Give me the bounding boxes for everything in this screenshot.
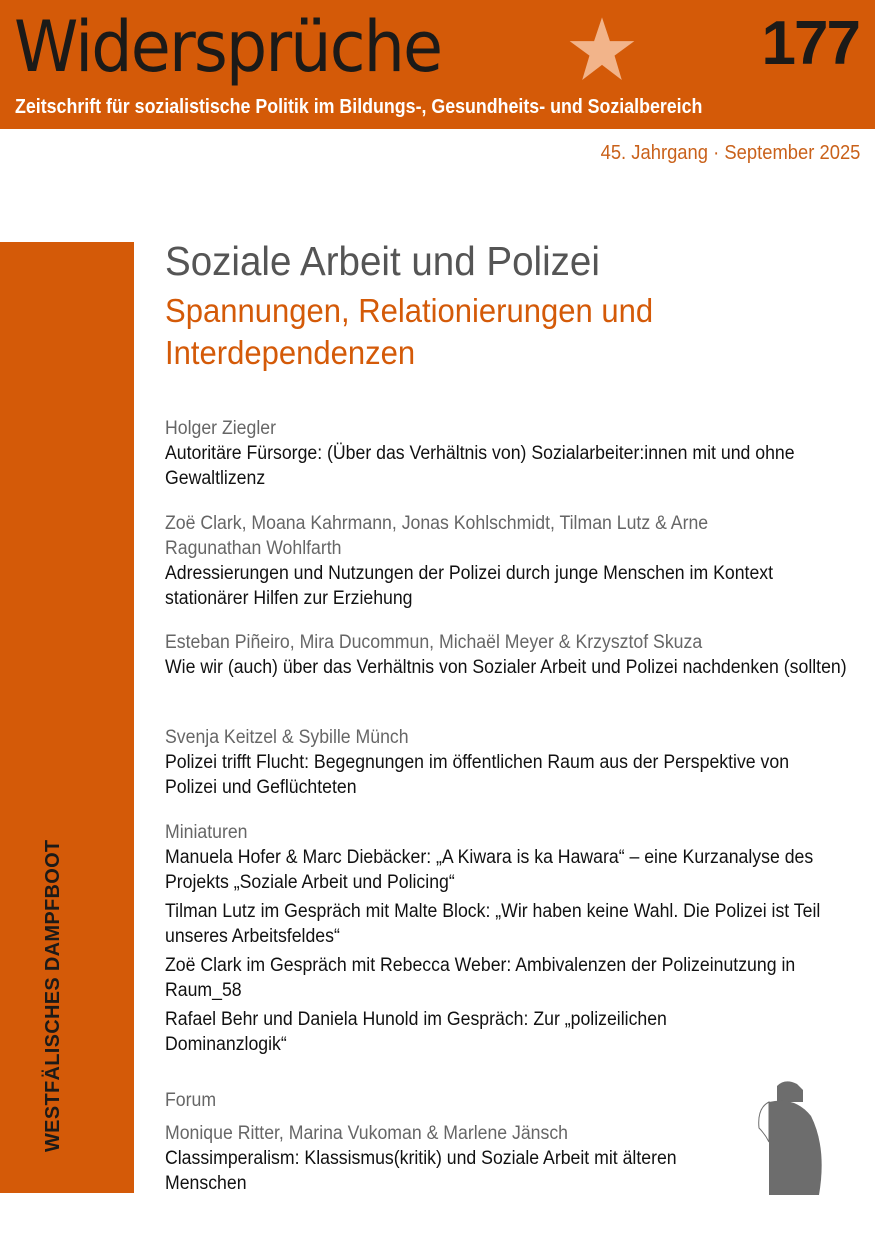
article-title: Wie wir (auch) über das Verhältnis von Sozialer Arbeit und Polizei nachdenken (sollten) <box>165 657 847 678</box>
article-authors: Zoë Clark, Moana Kahrmann, Jonas Kohlschmidt, Tilman Lutz & Arne Ragunathan Wohlfarth <box>165 513 709 559</box>
article-authors: Holger Ziegler <box>165 418 276 439</box>
article-authors: Svenja Keitzel & Sybille Münch <box>165 727 409 748</box>
section-heading: Miniaturen <box>165 822 248 843</box>
masthead-bar <box>0 0 875 129</box>
miniatur-item: Zoë Clark im Gespräch mit Rebecca Weber: Ambivalenzen der Polizeinutzung in Raum_58 <box>165 955 796 1001</box>
article-title: Autoritäre Fürsorge: (Über das Verhältnis von) Sozialarbeiter:innen mit und ohne Gewaltlizenz <box>165 443 795 489</box>
magazine-subtitle: Zeitschrift für sozialistische Politik im Bildungs-, Gesundheits- und Sozialbereich <box>15 96 703 118</box>
article-authors: Esteban Piñeiro, Mira Ducommun, Michaël Meyer & Krzysztof Skuza <box>165 632 703 653</box>
article-title: Polizei trifft Flucht: Begegnungen im öffentlichen Raum aus der Perspektive von Polizei und Geflüchteten <box>165 752 790 798</box>
issue-number: 177 <box>761 9 859 78</box>
article-title: Adressierungen und Nutzungen der Polizei durch junge Menschen im Kontext stationärer Hilfen zur Erziehung <box>165 563 774 609</box>
article-title: Classimperalism: Klassismus(kritik) und Soziale Arbeit mit älteren Menschen <box>165 1148 677 1194</box>
issue-theme-title: Soziale Arbeit und Polizei <box>165 238 600 284</box>
miniaturen-section <box>165 820 835 1057</box>
star-icon <box>569 16 635 82</box>
section-heading: Forum <box>165 1090 217 1111</box>
issue-theme-subtitle: Spannungen, Relationierungen und Interdependenzen <box>165 292 654 371</box>
article <box>165 416 816 491</box>
miniatur-item: Tilman Lutz im Gespräch mit Malte Block: „Wir haben keine Wahl. Die Polizei ist Teil unseres Arbeitsfeldes“ <box>165 901 821 947</box>
date-line: 45. Jahrgang · September 2025 <box>600 142 860 164</box>
miniatur-item: Rafael Behr und Daniela Hunold im Gespräch: Zur „polizeilichen Dominanzlogik“ <box>165 1009 667 1055</box>
forum-section <box>165 1088 686 1196</box>
publisher-name: WESTFÄLISCHES DAMPFBOOT <box>42 839 64 1152</box>
side-bar <box>0 242 134 1193</box>
article <box>165 725 844 800</box>
miniatur-item: Manuela Hofer & Marc Diebäcker: „A Kiwara is ka Hawara“ – eine Kurzanalyse des Projekts „Soziale Arbeit und Policing“ <box>165 847 814 893</box>
article <box>165 561 844 611</box>
article-authors: Monique Ritter, Marina Vukoman & Marlene Jänsch <box>165 1123 569 1144</box>
steamboat-icon <box>755 1078 830 1195</box>
article <box>165 511 742 561</box>
magazine-title: Widersprüche <box>14 6 442 88</box>
article <box>165 630 849 680</box>
